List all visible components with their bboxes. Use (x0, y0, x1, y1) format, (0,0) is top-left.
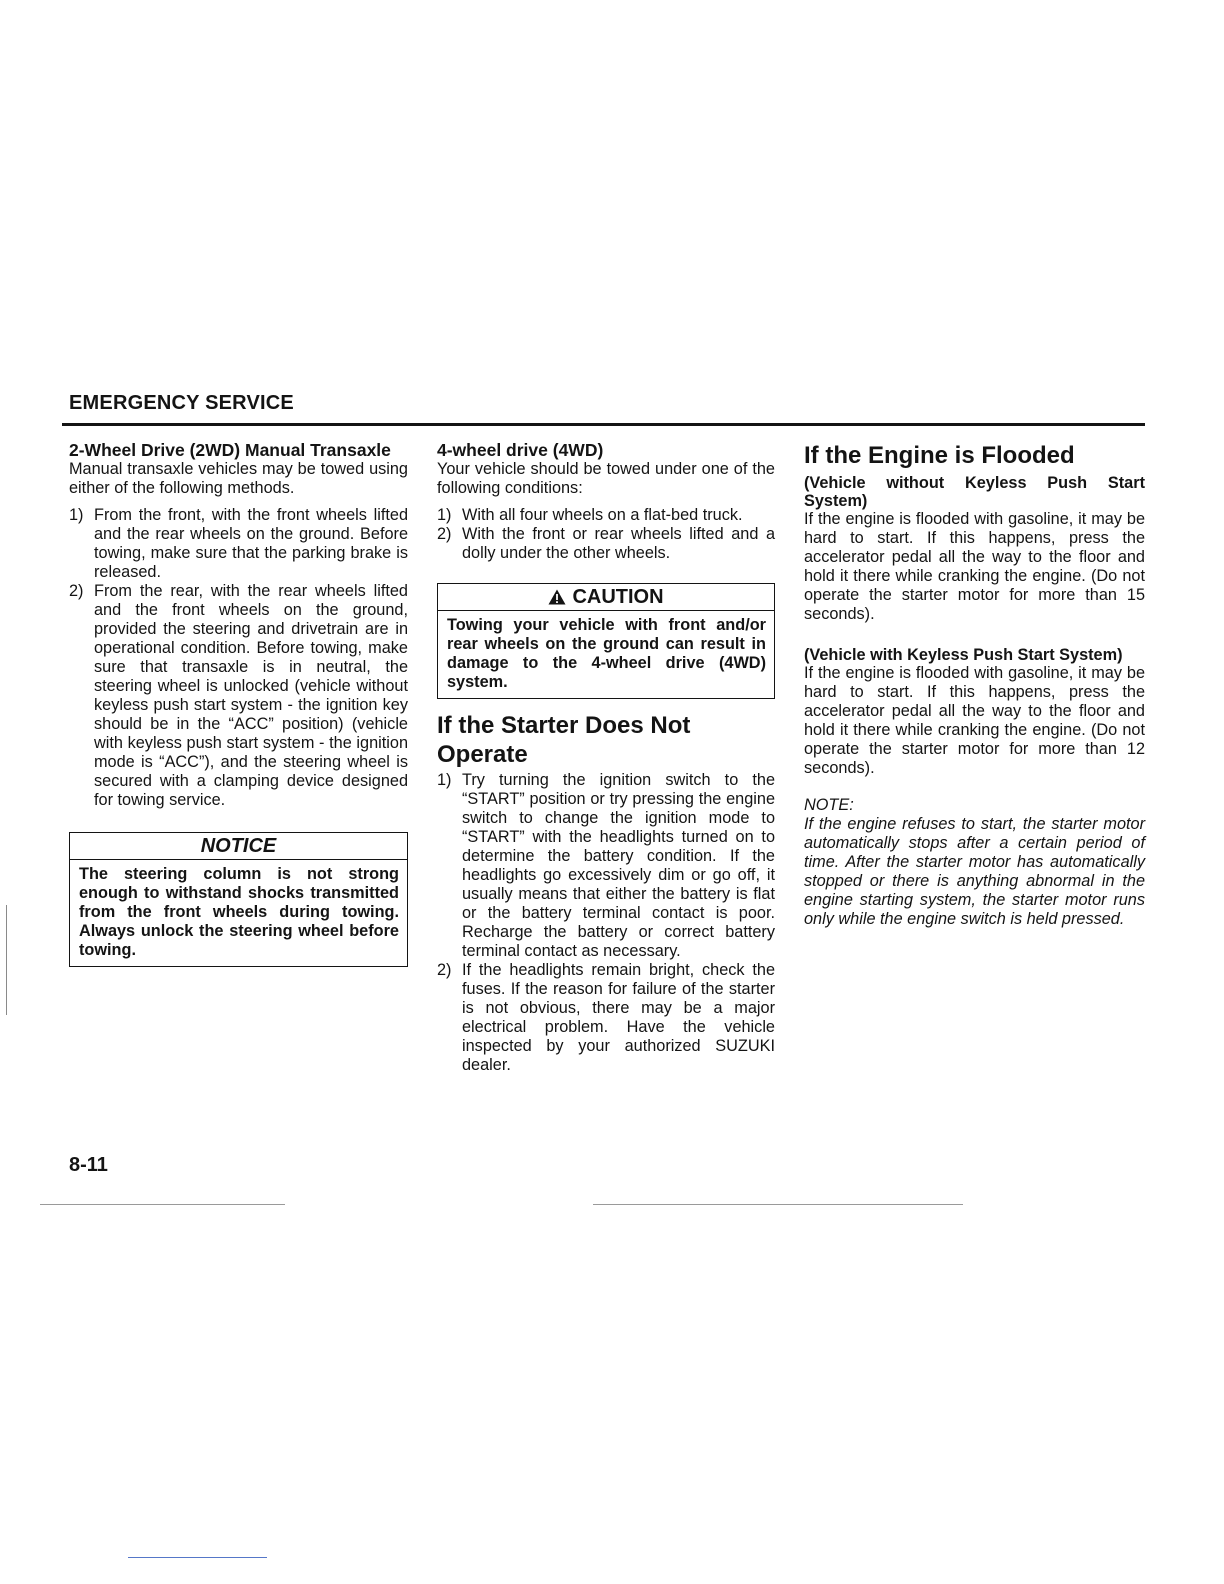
heading-4wd: 4-wheel drive (4WD) (437, 440, 604, 460)
intro-2wd: Manual transaxle vehicles may be towed using either of the following methods. (69, 460, 408, 497)
list-item-number: 1) (437, 771, 452, 789)
list-item-number: 2) (437, 525, 452, 543)
heading-engine-flooded: If the Engine is Flooded (804, 442, 1075, 469)
caution-box (437, 583, 775, 699)
subheading-without-keyless: (Vehicle without Keyless Push Start System) (804, 474, 1145, 510)
notice-title: NOTICE (70, 833, 407, 860)
footer-rule (593, 1204, 963, 1205)
list-item (437, 961, 775, 1075)
text-with-keyless: If the engine is flooded with gasoline, it may be hard to start. If this happens, press the accelerator pedal all the way to the floor and hold it there while cranking the engine. (Do not operate the starter motor for more than 12 seconds). (804, 664, 1145, 777)
section-header: EMERGENCY SERVICE (69, 392, 294, 414)
starter-steps-list (437, 771, 775, 1075)
note-label: NOTE: (804, 796, 854, 814)
page-number: 8-11 (69, 1154, 108, 1176)
list-item-number: 2) (69, 582, 84, 600)
caution-body: Towing your vehicle with front and/or rear wheels on the ground can result in damage to the 4-wheel drive (4WD) system. (447, 616, 766, 691)
column-4wd-starter (437, 441, 775, 1075)
list-item-text: From the front, with the front wheels lifted and the rear wheels on the ground. Before towing, make sure that the parking brake is released. (94, 506, 408, 581)
towing-methods-list (69, 506, 408, 810)
caution-title: CAUTION (572, 586, 664, 608)
caution-header (438, 584, 774, 611)
towing-conditions-list (437, 506, 775, 563)
list-item (69, 582, 408, 810)
list-item-number: 1) (437, 506, 452, 524)
list-item (437, 506, 775, 525)
column-2wd-towing (69, 441, 408, 967)
list-item-number: 1) (69, 506, 84, 524)
list-item-text: With all four wheels on a flat-bed truck. (462, 506, 743, 524)
list-item-text: With the front or rear wheels lifted and a dolly under the other wheels. (462, 525, 775, 562)
list-item (437, 525, 775, 563)
warning-triangle-icon (548, 589, 566, 605)
column-engine-flooded (804, 441, 1145, 929)
list-item-text: From the rear, with the rear wheels lifted and the front wheels on the ground, provided the steering and drivetrain are in operational condition. Before towing, make sure that transaxle is in neutral, the steering wheel is unlocked (vehicle without keyless push start system - the ignition key should be in the “ACC” position) (vehicle with keyless push start system - the ignition mode is “ACC”), and the steering wheel is secured with a clamping device designed for towing service. (94, 582, 408, 809)
notice-body: The steering column is not strong enough to withstand shocks transmitted from the front wheels during towing. Always unlock the steering wheel before towing. (79, 865, 399, 959)
text-without-keyless: If the engine is flooded with gasoline, it may be hard to start. If this happens, press the accelerator pedal all the way to the floor and hold it there while cranking the engine. (Do not operate the starter motor for more than 15 seconds). (804, 510, 1145, 623)
list-item-text: Try turning the ignition switch to the “START” position or try pressing the engine switch to change the ignition mode to “START” with the headlights turned on to determine the battery condition. If the headlights go excessively dim or go off, it usually means that either the battery is flat or the battery terminal contact is poor. Recharge the battery or correct battery terminal contact as necessary. (462, 771, 775, 960)
footer-rule (40, 1204, 285, 1205)
subheading-with-keyless: (Vehicle with Keyless Push Start System) (804, 646, 1123, 664)
heading-starter-does-not-operate: If the Starter Does Not Operate (437, 712, 691, 768)
list-item-text: If the headlights remain bright, check the fuses. If the reason for failure of the starter is not obvious, there may be a major electrical problem. Have the vehicle inspected by your authorized SUZUKI dealer. (462, 961, 775, 1074)
note-text: If the engine refuses to start, the starter motor automatically stops after a certain period of time. After the starter motor has automatically stopped or there is anything abnormal in the engine starting system, the starter motor runs only while the engine switch is held pressed. (804, 815, 1145, 928)
link-underline (128, 1557, 267, 1558)
header-rule (62, 423, 1145, 426)
list-item (69, 506, 408, 582)
scan-edge-mark (6, 905, 7, 1015)
notice-box (69, 832, 408, 967)
list-item-number: 2) (437, 961, 452, 979)
heading-2wd-manual-transaxle: 2-Wheel Drive (2WD) Manual Transaxle (69, 440, 391, 460)
intro-4wd: Your vehicle should be towed under one of the following conditions: (437, 460, 775, 497)
list-item (437, 771, 775, 961)
